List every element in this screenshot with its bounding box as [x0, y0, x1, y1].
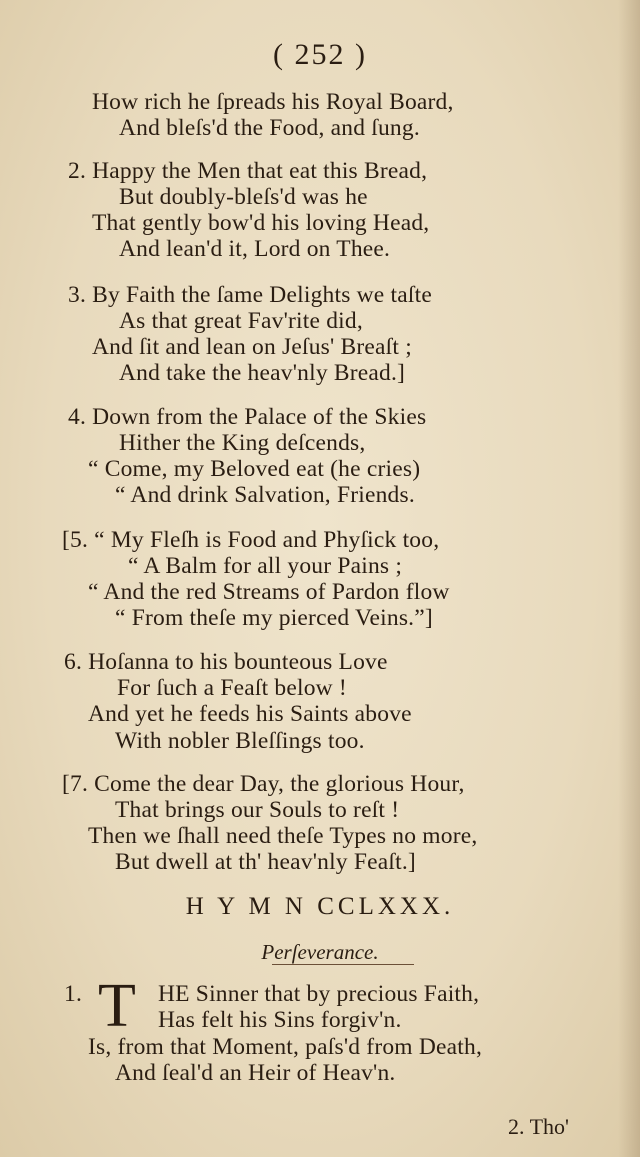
- hymn-line: Then we ſhall need theſe Types no more,: [88, 823, 478, 849]
- hymn-line: 2. Happy the Men that eat this Bread,: [68, 158, 428, 184]
- hymn-line: With nobler Bleſſings too.: [115, 728, 365, 754]
- hymn-line: [5. “ My Fleſh is Food and Phyſick too,: [62, 527, 440, 553]
- subtitle-rule: [272, 964, 414, 965]
- hymn-line: But doubly-bleſs'd was he: [119, 184, 368, 210]
- hymn-line: And yet he feeds his Saints above: [88, 701, 412, 727]
- hymn-line: How rich he ſpreads his Royal Board,: [92, 89, 454, 115]
- hymn-line: And lean'd it, Lord on Thee.: [119, 236, 391, 262]
- hymn-line: 3. By Faith the ſame Delights we taſte: [68, 282, 432, 308]
- hymn-line: Is, from that Moment, paſs'd from Death,: [88, 1034, 483, 1060]
- drop-cap-letter: T: [98, 972, 136, 1040]
- hymn-line: “ From theſe my pierced Veins.”]: [115, 605, 433, 631]
- hymn-title: H Y M N CCLXXX.: [185, 893, 455, 920]
- page-number: ( 252 ): [273, 38, 367, 71]
- hymn-line: For ſuch a Feaſt below !: [117, 675, 347, 701]
- hymn-line: And ſit and lean on Jeſus' Breaſt ;: [92, 334, 412, 360]
- hymn-subtitle: Perſeverance.: [261, 940, 379, 964]
- hymn-line: “ And the red Streams of Pardon flow: [88, 579, 450, 605]
- hymn-line: And take the heav'nly Bread.]: [119, 360, 406, 386]
- hymn-line: 4. Down from the Palace of the Skies: [68, 404, 427, 430]
- hymn-line: But dwell at th' heav'nly Feaſt.]: [115, 849, 416, 875]
- hymn-line: Has felt his Sins forgiv'n.: [158, 1007, 402, 1033]
- hymn-line: “ Come, my Beloved eat (he cries): [88, 456, 421, 482]
- hymn-line: HE Sinner that by precious Faith,: [158, 981, 480, 1007]
- hymn-line: “ And drink Salvation, Friends.: [115, 482, 415, 508]
- hymn-line: That gently bow'd his loving Head,: [92, 210, 430, 236]
- hymn-line: And ſeal'd an Heir of Heav'n.: [115, 1060, 396, 1086]
- hymn-line: As that great Fav'rite did,: [119, 308, 363, 334]
- hymn-line: 6. Hoſanna to his bounteous Love: [64, 649, 388, 675]
- hymn-line: And bleſs'd the Food, and ſung.: [119, 115, 420, 141]
- hymn-line: [7. Come the dear Day, the glorious Hour,: [62, 771, 465, 797]
- page-edge-shadow: [618, 0, 640, 1157]
- hymn-line: That brings our Souls to reſt !: [115, 797, 400, 823]
- catchword: 2. Tho': [508, 1114, 570, 1139]
- hymn-line: Hither the King deſcends,: [119, 430, 366, 456]
- stanza-number: 1.: [64, 981, 83, 1007]
- hymn-line: “ A Balm for all your Pains ;: [128, 553, 403, 579]
